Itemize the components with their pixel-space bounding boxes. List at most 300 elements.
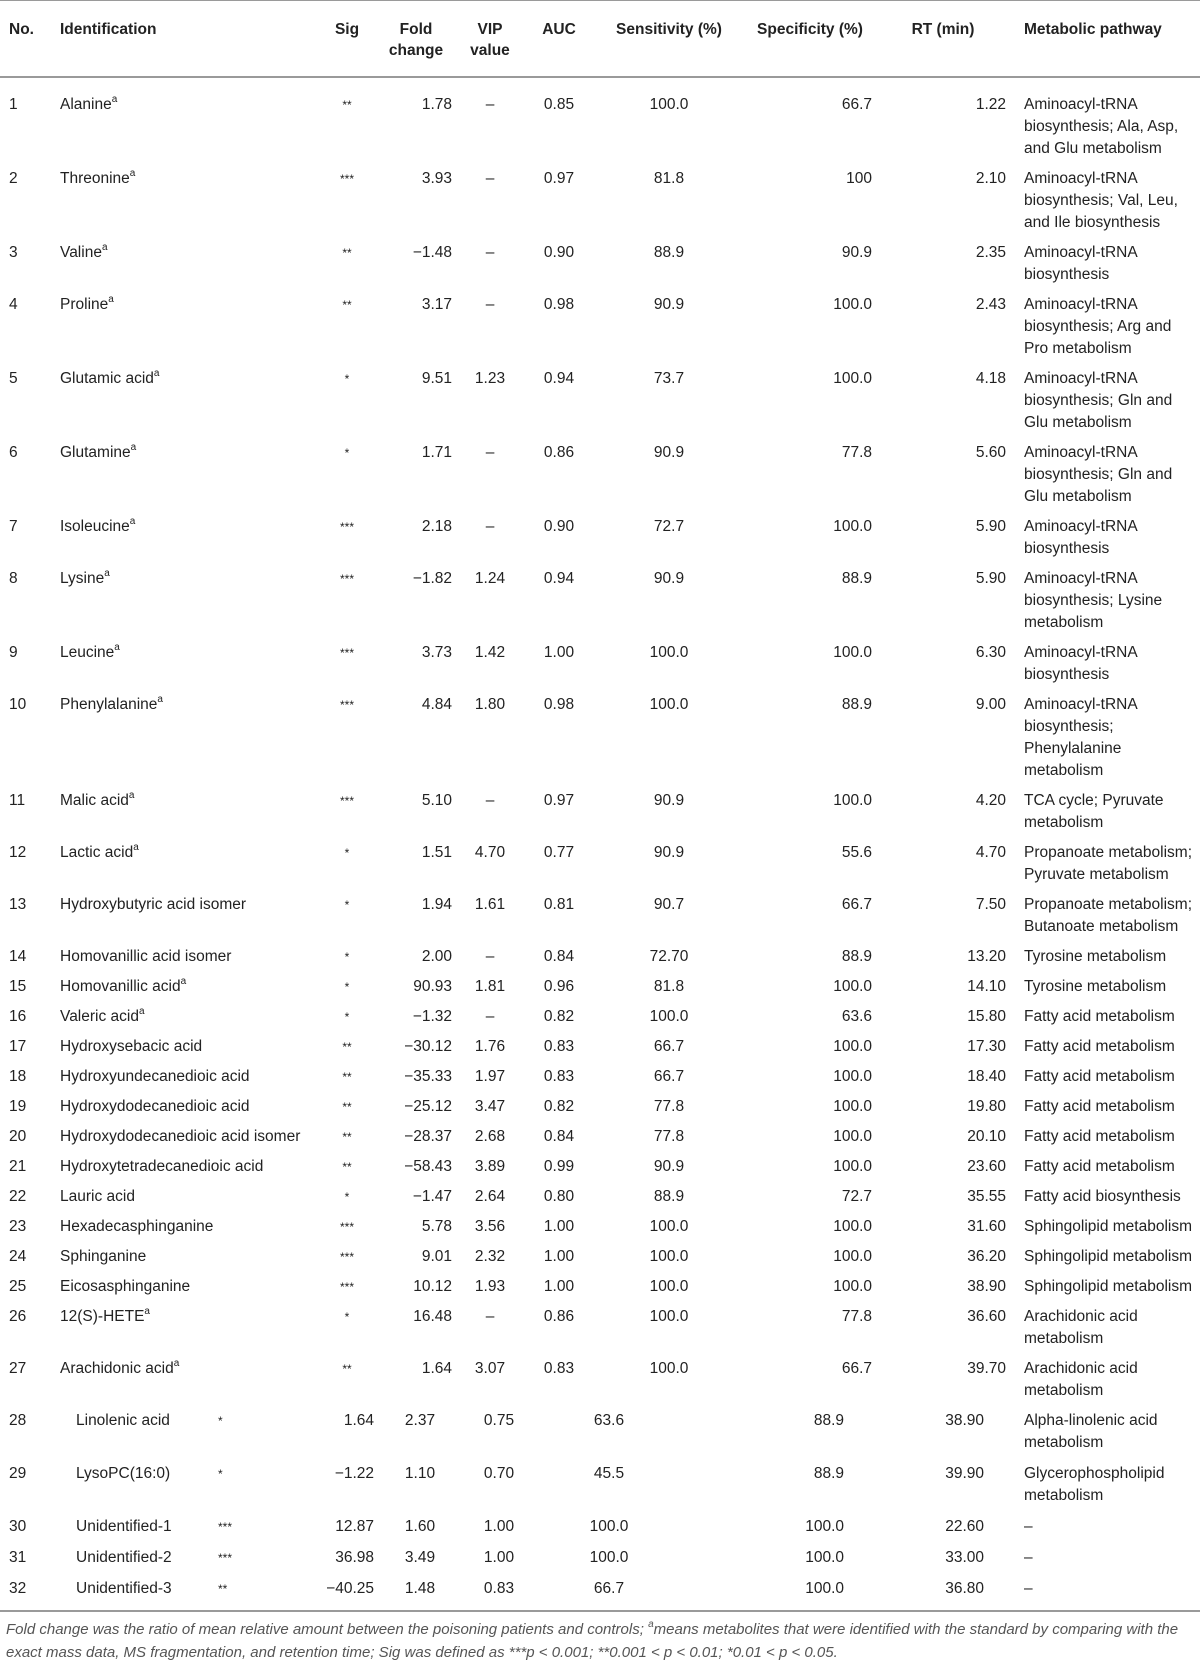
cell-specificity: 100.0 (805, 1580, 844, 1597)
cell-specificity: 100.0 (833, 370, 872, 387)
standard-superscript: a (128, 789, 135, 801)
cell-sig: * (344, 1310, 350, 1324)
cell-fold-change: 5.78 (421, 1218, 452, 1235)
cell-no: 22 (9, 1188, 27, 1205)
cell-pathway: – (1024, 1518, 1033, 1535)
cell-sig: *** (218, 1551, 233, 1565)
cell-sensitivity: 81.8 (653, 170, 685, 187)
standard-superscript: a (104, 567, 110, 579)
cell-pathway: Fatty acid metabolism (1024, 1098, 1175, 1115)
standard-superscript: a (180, 975, 187, 987)
cell-vip: 1.80 (474, 696, 506, 713)
cell-vip: 1.24 (474, 570, 506, 587)
cell-specificity: 100.0 (833, 1158, 872, 1175)
cell-rt: 39.90 (945, 1465, 984, 1482)
cell-sig: ** (342, 98, 352, 112)
cell-auc: 0.81 (543, 896, 575, 913)
standard-superscript: a (101, 241, 108, 253)
cell-rt: 35.55 (967, 1188, 1006, 1205)
cell-fold-change: −28.37 (404, 1128, 452, 1145)
cell-specificity: 66.7 (841, 1360, 872, 1377)
cell-rt: 5.90 (975, 570, 1006, 587)
metabolite-name: Malic acid (60, 792, 129, 809)
cell-fold-change: −1.82 (412, 570, 452, 587)
cell-vip: 3.07 (474, 1360, 506, 1377)
cell-vip: 1.60 (404, 1518, 436, 1535)
cell-auc: 0.86 (543, 1308, 575, 1325)
cell-vip: 2.32 (474, 1248, 506, 1265)
cell-auc: 0.94 (543, 570, 575, 587)
header-pathway: Metabolic pathway (1024, 21, 1162, 38)
footnote-part1: Fold change was the ratio of mean relative amount between the poisoning patients and controls; (6, 1621, 649, 1638)
cell-fold-change: 1.71 (421, 444, 452, 461)
cell-sensitivity: 88.9 (653, 1188, 685, 1205)
cell-sig: *** (339, 794, 354, 808)
table-row (0, 1031, 1200, 1061)
metabolite-name: Hydroxydodecanedioic acid (60, 1098, 250, 1115)
cell-vip: 3.49 (404, 1549, 436, 1566)
cell-identification (56, 1271, 318, 1301)
cell-pathway: TCA cycle; Pyruvate metabolism (1024, 792, 1164, 831)
cell-sensitivity: 100.0 (649, 1278, 689, 1295)
cell-identification: Unidentified-1 (76, 1518, 172, 1535)
cell-sensitivity: 63.6 (593, 1412, 625, 1429)
cell-sig: * (218, 1467, 223, 1481)
cell-identification: Unidentified-2 (76, 1549, 172, 1566)
table-row (0, 1241, 1200, 1271)
cell-fold-change: 12.87 (335, 1518, 374, 1535)
cell-no: 8 (9, 570, 18, 587)
cell-auc: 0.84 (543, 1128, 575, 1145)
cell-sensitivity: 100.0 (649, 1218, 689, 1235)
cell-vip: – (485, 170, 495, 187)
cell-vip: – (485, 1308, 495, 1325)
cell-specificity: 100.0 (833, 296, 872, 313)
cell-pathway: Aminoacyl-tRNA biosynthesis (1024, 644, 1137, 683)
footnote-superscript: a (648, 1619, 654, 1630)
cell-sig: ** (342, 1070, 352, 1084)
metabolite-name: Hydroxybutyric acid isomer (60, 896, 247, 913)
cell-pathway: Aminoacyl-tRNA biosynthesis; Lysine metabolism (1024, 570, 1163, 631)
cell-sig: *** (339, 572, 354, 586)
cell-sensitivity: 100.0 (589, 1518, 629, 1535)
metabolite-name: Alanine (60, 96, 112, 113)
table-body (0, 77, 1200, 1611)
cell-sensitivity: 100.0 (649, 644, 689, 661)
cell-auc: 0.70 (483, 1465, 515, 1482)
cell-fold-change: 90.93 (413, 978, 452, 995)
cell-specificity: 100.0 (833, 1218, 872, 1235)
cell-vip: 1.61 (474, 896, 506, 913)
cell-sig: * (344, 446, 350, 460)
cell-specificity: 88.9 (841, 696, 872, 713)
cell-sig: * (344, 898, 350, 912)
metabolite-name: Homovanillic acid isomer (60, 948, 232, 965)
table-row (0, 889, 1200, 941)
cell-identification (56, 163, 318, 237)
cell-no: 21 (9, 1158, 27, 1175)
table-row (0, 1353, 1200, 1405)
cell-no: 31 (9, 1549, 27, 1566)
table-row (0, 1542, 1200, 1573)
header-specificity: Specificity (%) (757, 21, 863, 38)
cell-rt: 7.50 (975, 896, 1006, 913)
cell-auc: 1.00 (543, 1218, 575, 1235)
cell-no: 11 (9, 792, 26, 809)
cell-sensitivity: 72.7 (653, 518, 685, 535)
cell-identification (56, 563, 318, 637)
cell-rt: 36.20 (967, 1248, 1006, 1265)
cell-specificity: 88.9 (813, 1412, 844, 1429)
cell-identification (56, 889, 318, 941)
cell-fold-change: 4.84 (421, 696, 452, 713)
cell-specificity: 100.0 (833, 518, 872, 535)
table-row (0, 1091, 1200, 1121)
table-row (0, 511, 1200, 563)
cell-auc: 0.97 (543, 170, 575, 187)
cell-specificity: 100.0 (833, 1098, 872, 1115)
metabolite-name: Isoleucine (60, 518, 130, 535)
cell-rt: 36.80 (945, 1580, 984, 1597)
cell-rt: 13.20 (967, 948, 1006, 965)
cell-auc: 0.90 (543, 518, 575, 535)
metabolite-name: Valeric acid (60, 1008, 139, 1025)
cell-pathway: – (1024, 1580, 1033, 1597)
table-row (0, 1151, 1200, 1181)
cell-pathway: Aminoacyl-tRNA biosynthesis; Val, Leu, and Ile biosynthesis (1024, 170, 1178, 231)
cell-pathway: Fatty acid metabolism (1024, 1158, 1175, 1175)
cell-specificity: 100.0 (805, 1549, 844, 1566)
cell-sig: ** (342, 1160, 352, 1174)
cell-pathway: Glycerophospholipid metabolism (1024, 1465, 1165, 1504)
cell-sensitivity: 73.7 (653, 370, 685, 387)
cell-fold-change: 3.17 (421, 296, 452, 313)
cell-identification (56, 1181, 318, 1211)
cell-auc: 0.83 (483, 1580, 515, 1597)
cell-auc: 1.00 (543, 644, 575, 661)
metabolite-name: Hydroxydodecanedioic acid isomer (60, 1128, 301, 1145)
header-auc: AUC (542, 21, 576, 38)
cell-pathway: Fatty acid metabolism (1024, 1068, 1175, 1085)
cell-rt: 19.80 (967, 1098, 1006, 1115)
cell-specificity: 100.0 (833, 644, 872, 661)
cell-specificity: 100.0 (833, 1068, 872, 1085)
cell-identification (56, 1091, 318, 1121)
cell-rt: 5.90 (975, 518, 1006, 535)
metabolite-name: Leucine (60, 644, 115, 661)
cell-identification (56, 1353, 318, 1405)
cell-sensitivity: 100.0 (649, 1360, 689, 1377)
cell-fold-change: −1.47 (412, 1188, 452, 1205)
cell-specificity: 100.0 (805, 1518, 844, 1535)
table-row (0, 437, 1200, 511)
cell-rt: 39.70 (967, 1360, 1006, 1377)
cell-no: 17 (9, 1038, 27, 1055)
table-row (0, 1511, 1200, 1542)
table-row (0, 163, 1200, 237)
cell-no: 10 (9, 696, 27, 713)
cell-no: 25 (9, 1278, 27, 1295)
cell-rt: 22.60 (945, 1518, 984, 1535)
cell-no: 15 (9, 978, 27, 995)
table-row (0, 837, 1200, 889)
cell-specificity: 90.9 (841, 244, 872, 261)
cell-pathway: Aminoacyl-tRNA biosynthesis; Ala, Asp, and Glu metabolism (1024, 96, 1179, 157)
cell-identification (56, 1211, 318, 1241)
cell-specificity: 88.9 (813, 1465, 844, 1482)
standard-superscript: a (157, 693, 163, 705)
cell-sensitivity: 90.9 (653, 570, 685, 587)
header-identification: Identification (60, 21, 157, 38)
cell-sensitivity: 100.0 (649, 1248, 689, 1265)
metabolite-name: 12(S)-HETE (60, 1308, 145, 1325)
cell-identification (56, 1301, 318, 1353)
cell-no: 4 (9, 296, 18, 313)
cell-no: 13 (9, 896, 27, 913)
cell-vip: 1.10 (404, 1465, 436, 1482)
cell-specificity: 100.0 (833, 1278, 872, 1295)
cell-identification (56, 689, 318, 785)
cell-vip: 3.56 (474, 1218, 506, 1235)
cell-rt: 5.60 (975, 444, 1006, 461)
cell-sig: ** (218, 1582, 228, 1596)
cell-rt: 17.30 (967, 1038, 1006, 1055)
cell-sig: * (344, 846, 350, 860)
table-row (0, 77, 1200, 163)
cell-pathway: Aminoacyl-tRNA biosynthesis; Phenylalanine metabolism (1024, 696, 1137, 779)
cell-specificity: 88.9 (841, 948, 872, 965)
cell-no: 27 (9, 1360, 27, 1377)
cell-vip: 1.23 (474, 370, 506, 387)
standard-superscript: a (153, 367, 160, 379)
cell-rt: 38.90 (945, 1412, 984, 1429)
cell-fold-change: 9.51 (421, 370, 452, 387)
metabolite-name: Proline (60, 296, 109, 313)
table-row (0, 971, 1200, 1001)
metabolite-name: Lauric acid (60, 1188, 135, 1205)
cell-pathway: Propanoate metabolism; Pyruvate metabolism (1024, 844, 1193, 883)
table-row (0, 1061, 1200, 1091)
cell-auc: 0.94 (543, 370, 575, 387)
cell-no: 16 (9, 1008, 27, 1025)
cell-specificity: 55.6 (841, 844, 872, 861)
metabolite-name: Glutamic acid (60, 370, 154, 387)
cell-sig: *** (339, 646, 354, 660)
cell-pathway: Aminoacyl-tRNA biosynthesis (1024, 518, 1137, 557)
cell-rt: 6.30 (975, 644, 1006, 661)
cell-rt: 1.22 (975, 96, 1006, 113)
cell-rt: 38.90 (967, 1278, 1006, 1295)
cell-no: 2 (9, 170, 18, 187)
cell-sensitivity: 45.5 (593, 1465, 625, 1482)
cell-no: 1 (9, 96, 18, 113)
cell-rt: 14.10 (967, 978, 1006, 995)
metabolite-name: Hydroxyundecanedioic acid (60, 1068, 250, 1085)
cell-rt: 31.60 (967, 1218, 1006, 1235)
table-row (0, 1121, 1200, 1151)
cell-fold-change: 5.10 (421, 792, 452, 809)
cell-identification: Linolenic acid (76, 1412, 170, 1429)
cell-identification (56, 1151, 318, 1181)
table-row (0, 1301, 1200, 1353)
cell-auc: 0.90 (543, 244, 575, 261)
cell-sig: *** (339, 1220, 354, 1234)
cell-identification (56, 1241, 318, 1271)
cell-identification (56, 77, 318, 163)
metabolite-name: Valine (60, 244, 102, 261)
table-row (0, 1181, 1200, 1211)
cell-specificity: 100.0 (833, 1038, 872, 1055)
cell-auc: 0.75 (483, 1412, 515, 1429)
cell-fold-change: 16.48 (413, 1308, 452, 1325)
cell-sig: * (344, 980, 350, 994)
cell-sig: *** (339, 172, 354, 186)
table-row (0, 1458, 1200, 1511)
cell-sensitivity: 77.8 (653, 1098, 685, 1115)
header-rt: RT (min) (911, 21, 975, 38)
cell-vip: – (485, 518, 495, 535)
cell-identification (56, 511, 318, 563)
cell-sig: *** (218, 1520, 233, 1534)
cell-sig: * (218, 1414, 223, 1428)
cell-vip: – (485, 948, 495, 965)
table-row (0, 1573, 1200, 1611)
metabolite-name: Lysine (60, 570, 105, 587)
cell-rt: 4.20 (975, 792, 1006, 809)
cell-auc: 0.86 (543, 444, 575, 461)
table-row (0, 785, 1200, 837)
cell-sensitivity: 66.7 (653, 1068, 685, 1085)
cell-fold-change: 1.51 (421, 844, 452, 861)
cell-rt: 23.60 (967, 1158, 1006, 1175)
cell-vip: 3.89 (474, 1158, 506, 1175)
cell-identification (56, 837, 318, 889)
cell-pathway: Fatty acid biosynthesis (1024, 1188, 1181, 1205)
cell-fold-change: −40.25 (326, 1580, 374, 1597)
cell-sensitivity: 100.0 (649, 96, 689, 113)
cell-identification (56, 1001, 318, 1031)
cell-fold-change: 2.18 (421, 518, 452, 535)
cell-no: 12 (9, 844, 27, 861)
cell-identification: LysoPC(16:0) (76, 1465, 171, 1482)
cell-auc: 0.83 (543, 1068, 575, 1085)
cell-identification (56, 1061, 318, 1091)
cell-sig: ** (342, 246, 352, 260)
header-fold-change: Fold change (388, 21, 444, 59)
cell-pathway: Alpha-linolenic acid metabolism (1024, 1412, 1158, 1451)
cell-pathway: Aminoacyl-tRNA biosynthesis; Gln and Glu metabolism (1024, 370, 1173, 431)
standard-superscript: a (108, 293, 114, 305)
cell-auc: 1.00 (483, 1549, 515, 1566)
cell-identification (56, 437, 318, 511)
table-row (0, 941, 1200, 971)
cell-fold-change: −35.33 (404, 1068, 452, 1085)
cell-vip: – (485, 96, 495, 113)
cell-auc: 0.85 (543, 96, 575, 113)
cell-sensitivity: 90.9 (653, 444, 685, 461)
cell-specificity: 100.0 (833, 1248, 872, 1265)
cell-auc: 1.00 (543, 1278, 575, 1295)
cell-pathway: Propanoate metabolism; Butanoate metabolism (1024, 896, 1193, 935)
table-row (0, 237, 1200, 289)
cell-fold-change: 3.73 (421, 644, 452, 661)
cell-auc: 0.83 (543, 1038, 575, 1055)
cell-fold-change: 1.94 (421, 896, 452, 913)
standard-superscript: a (130, 441, 137, 453)
cell-vip: 2.37 (404, 1412, 436, 1429)
cell-sig: *** (339, 520, 354, 534)
cell-vip: 3.47 (474, 1098, 506, 1115)
cell-specificity: 77.8 (841, 1308, 872, 1325)
cell-identification (56, 237, 318, 289)
standard-superscript: a (111, 93, 118, 105)
cell-auc: 1.00 (543, 1248, 575, 1265)
cell-specificity: 72.7 (841, 1188, 872, 1205)
cell-rt: 2.35 (975, 244, 1006, 261)
table-row (0, 1405, 1200, 1458)
metabolite-name: Threonine (60, 170, 130, 187)
cell-rt: 4.18 (975, 370, 1006, 387)
cell-no: 19 (9, 1098, 27, 1115)
cell-sig: *** (339, 698, 354, 712)
cell-vip: 1.48 (404, 1580, 436, 1597)
cell-pathway: Sphingolipid metabolism (1024, 1278, 1193, 1295)
cell-rt: 4.70 (975, 844, 1006, 861)
cell-vip: 1.76 (474, 1038, 506, 1055)
table-row (0, 1211, 1200, 1241)
metabolite-name: Arachidonic acid (60, 1360, 174, 1377)
cell-identification (56, 637, 318, 689)
cell-pathway: Fatty acid metabolism (1024, 1038, 1175, 1055)
cell-specificity: 77.8 (841, 444, 872, 461)
cell-sensitivity: 100.0 (589, 1549, 629, 1566)
cell-rt: 15.80 (967, 1008, 1006, 1025)
cell-sensitivity: 66.7 (593, 1580, 625, 1597)
cell-identification (56, 363, 318, 437)
standard-superscript: a (129, 515, 136, 527)
cell-no: 7 (9, 518, 18, 535)
cell-no: 28 (9, 1412, 27, 1429)
footnote-part2: means metabolites that were identified with the standard by comparing with the exact mass data, MS fragmentation, and retention time; Sig was defined as ***p < 0.001; **0.001 < p < 0.01; *0.01 < p < 0.05. (6, 1621, 1179, 1661)
cell-pathway: Arachidonic acid metabolism (1024, 1308, 1138, 1347)
cell-identification: Unidentified-3 (76, 1580, 172, 1597)
cell-sig: ** (342, 1040, 352, 1054)
cell-identification (56, 941, 318, 971)
cell-pathway: Aminoacyl-tRNA biosynthesis; Gln and Glu metabolism (1024, 444, 1173, 505)
cell-fold-change: 1.78 (421, 96, 452, 113)
cell-pathway: Sphingolipid metabolism (1024, 1218, 1193, 1235)
cell-auc: 0.77 (543, 844, 575, 861)
cell-pathway: Tyrosine metabolism (1024, 948, 1167, 965)
cell-identification (56, 1031, 318, 1061)
cell-fold-change: −58.43 (404, 1158, 452, 1175)
cell-sig: ** (342, 1130, 352, 1144)
cell-vip: 1.97 (474, 1068, 506, 1085)
cell-sig: ** (342, 1362, 352, 1376)
metabolite-name: Lactic acid (60, 844, 134, 861)
cell-fold-change: 1.64 (343, 1412, 374, 1429)
cell-pathway: Sphingolipid metabolism (1024, 1248, 1193, 1265)
cell-rt: 33.00 (945, 1549, 984, 1566)
cell-identification (56, 971, 318, 1001)
cell-sensitivity: 77.8 (653, 1128, 685, 1145)
cell-sig: ** (342, 1100, 352, 1114)
cell-fold-change: −1.32 (412, 1008, 452, 1025)
metabolite-name: Hydroxysebacic acid (60, 1038, 203, 1055)
cell-pathway: Fatty acid metabolism (1024, 1008, 1175, 1025)
cell-sig: *** (339, 1280, 354, 1294)
cell-no: 23 (9, 1218, 27, 1235)
